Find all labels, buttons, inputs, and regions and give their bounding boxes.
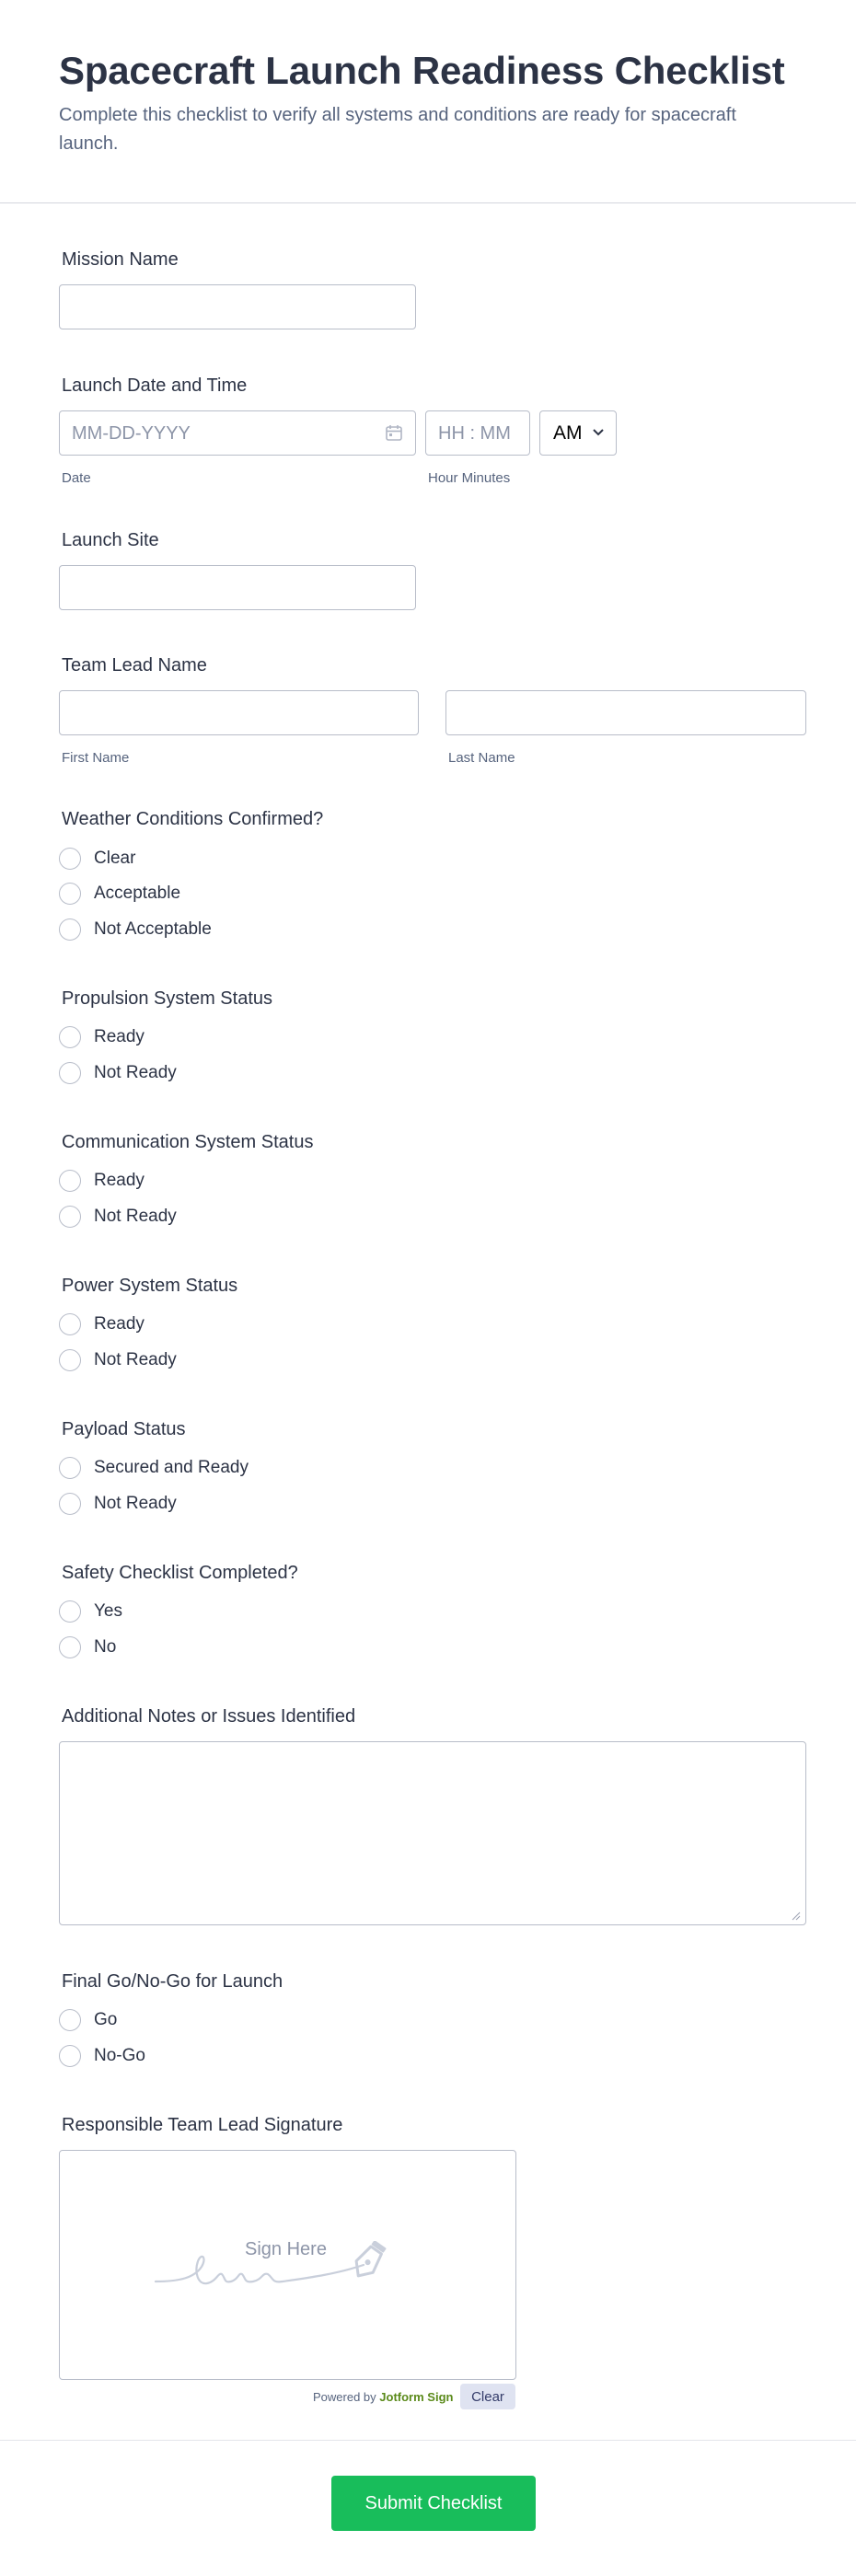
mission-name-input[interactable] <box>59 284 416 329</box>
signature-placeholder: Sign Here <box>245 2239 327 2259</box>
radio-label: Go <box>94 2010 118 2029</box>
radio-button[interactable] <box>59 918 81 941</box>
radio-button[interactable] <box>59 883 81 905</box>
radio-option-propulsion-not-ready[interactable] <box>59 1059 177 1087</box>
radio-button[interactable] <box>59 1170 81 1192</box>
launch-time-placeholder: HH : MM <box>438 423 511 444</box>
resize-grip-icon[interactable] <box>792 1912 801 1921</box>
ampm-value: AM <box>553 422 583 444</box>
last-name-sublabel: Last Name <box>448 750 515 766</box>
submit-checklist-button[interactable]: Submit Checklist <box>331 2476 536 2531</box>
radio-button[interactable] <box>59 1493 81 1515</box>
radio-option-safety-yes[interactable] <box>59 1598 122 1625</box>
radio-label: Clear <box>94 849 136 868</box>
mission-name-label: Mission Name <box>62 249 179 270</box>
communication-label: Communication System Status <box>62 1132 314 1152</box>
launch-site-input[interactable] <box>59 565 416 610</box>
radio-label: Secured and Ready <box>94 1458 249 1477</box>
payload-label: Payload Status <box>62 1419 186 1439</box>
form-subtitle: Complete this checklist to verify all systems and conditions are ready for spacecraft launch. <box>59 105 736 154</box>
radio-button[interactable] <box>59 1062 81 1084</box>
radio-option-safety-no[interactable] <box>59 1634 116 1661</box>
radio-button[interactable] <box>59 1457 81 1479</box>
radio-label: Ready <box>94 1314 145 1334</box>
last-name-input[interactable] <box>445 690 806 735</box>
powered-by-text: Powered by Jotform Sign <box>313 2390 454 2404</box>
form-footer <box>0 2440 856 2576</box>
weather-label: Weather Conditions Confirmed? <box>62 809 324 829</box>
radio-label: Acceptable <box>94 884 181 903</box>
radio-label: No-Go <box>94 2046 145 2065</box>
first-name-sublabel: First Name <box>62 750 130 766</box>
form-header <box>0 0 856 203</box>
launch-datetime-label: Launch Date and Time <box>62 375 248 396</box>
radio-button[interactable] <box>59 1206 81 1228</box>
radio-option-payload-not-ready[interactable] <box>59 1490 177 1518</box>
launch-date-placeholder: MM-DD-YYYY <box>72 423 191 444</box>
ampm-select[interactable] <box>539 410 617 456</box>
radio-option-clear[interactable] <box>59 845 135 872</box>
radio-option-not-acceptable[interactable] <box>59 916 212 943</box>
radio-option-propulsion-ready[interactable] <box>59 1023 145 1051</box>
radio-button[interactable] <box>59 1600 81 1623</box>
launch-site-label: Launch Site <box>62 530 159 550</box>
team-lead-label: Team Lead Name <box>62 655 207 676</box>
launch-time-input[interactable] <box>425 410 530 456</box>
signature-pad[interactable] <box>59 2150 516 2380</box>
radio-button[interactable] <box>59 848 81 870</box>
radio-label: No <box>94 1637 117 1657</box>
radio-label: Yes <box>94 1601 122 1621</box>
radio-label: Not Ready <box>94 1207 177 1226</box>
radio-label: Not Ready <box>94 1063 177 1082</box>
power-label: Power System Status <box>62 1276 238 1296</box>
radio-button[interactable] <box>59 1026 81 1048</box>
radio-option-comm-not-ready[interactable] <box>59 1203 177 1230</box>
safety-label: Safety Checklist Completed? <box>62 1563 298 1583</box>
notes-label: Additional Notes or Issues Identified <box>62 1706 356 1727</box>
radio-option-comm-ready[interactable] <box>59 1167 145 1195</box>
radio-label: Ready <box>94 1171 145 1190</box>
notes-textarea[interactable] <box>59 1741 806 1925</box>
radio-button[interactable] <box>59 1349 81 1371</box>
form-body <box>0 203 856 2440</box>
radio-option-go[interactable] <box>59 2006 117 2034</box>
chevron-down-icon <box>592 428 605 437</box>
go-nogo-label: Final Go/No-Go for Launch <box>62 1971 283 1992</box>
calendar-icon[interactable] <box>385 423 403 442</box>
signature-label: Responsible Team Lead Signature <box>62 2115 343 2135</box>
jotform-sign-brand: Jotform Sign <box>379 2390 454 2404</box>
first-name-input[interactable] <box>59 690 419 735</box>
radio-option-nogo[interactable] <box>59 2042 145 2070</box>
radio-label: Not Ready <box>94 1494 177 1513</box>
radio-option-payload-secured[interactable] <box>59 1454 249 1482</box>
radio-option-acceptable[interactable] <box>59 880 180 907</box>
launch-date-input[interactable] <box>59 410 416 456</box>
radio-button[interactable] <box>59 1313 81 1335</box>
radio-button[interactable] <box>59 1636 81 1658</box>
clear-signature-button[interactable]: Clear <box>460 2384 515 2409</box>
radio-label: Not Acceptable <box>94 919 212 939</box>
radio-label: Not Ready <box>94 1350 177 1369</box>
radio-option-power-ready[interactable] <box>59 1311 145 1338</box>
time-sublabel: Hour Minutes <box>428 470 511 486</box>
date-sublabel: Date <box>62 470 91 486</box>
radio-button[interactable] <box>59 2009 81 2031</box>
propulsion-label: Propulsion System Status <box>62 988 272 1009</box>
radio-button[interactable] <box>59 2045 81 2067</box>
radio-label: Ready <box>94 1027 145 1046</box>
form-title: Spacecraft Launch Readiness Checklist <box>59 49 785 92</box>
radio-option-power-not-ready[interactable] <box>59 1346 177 1374</box>
